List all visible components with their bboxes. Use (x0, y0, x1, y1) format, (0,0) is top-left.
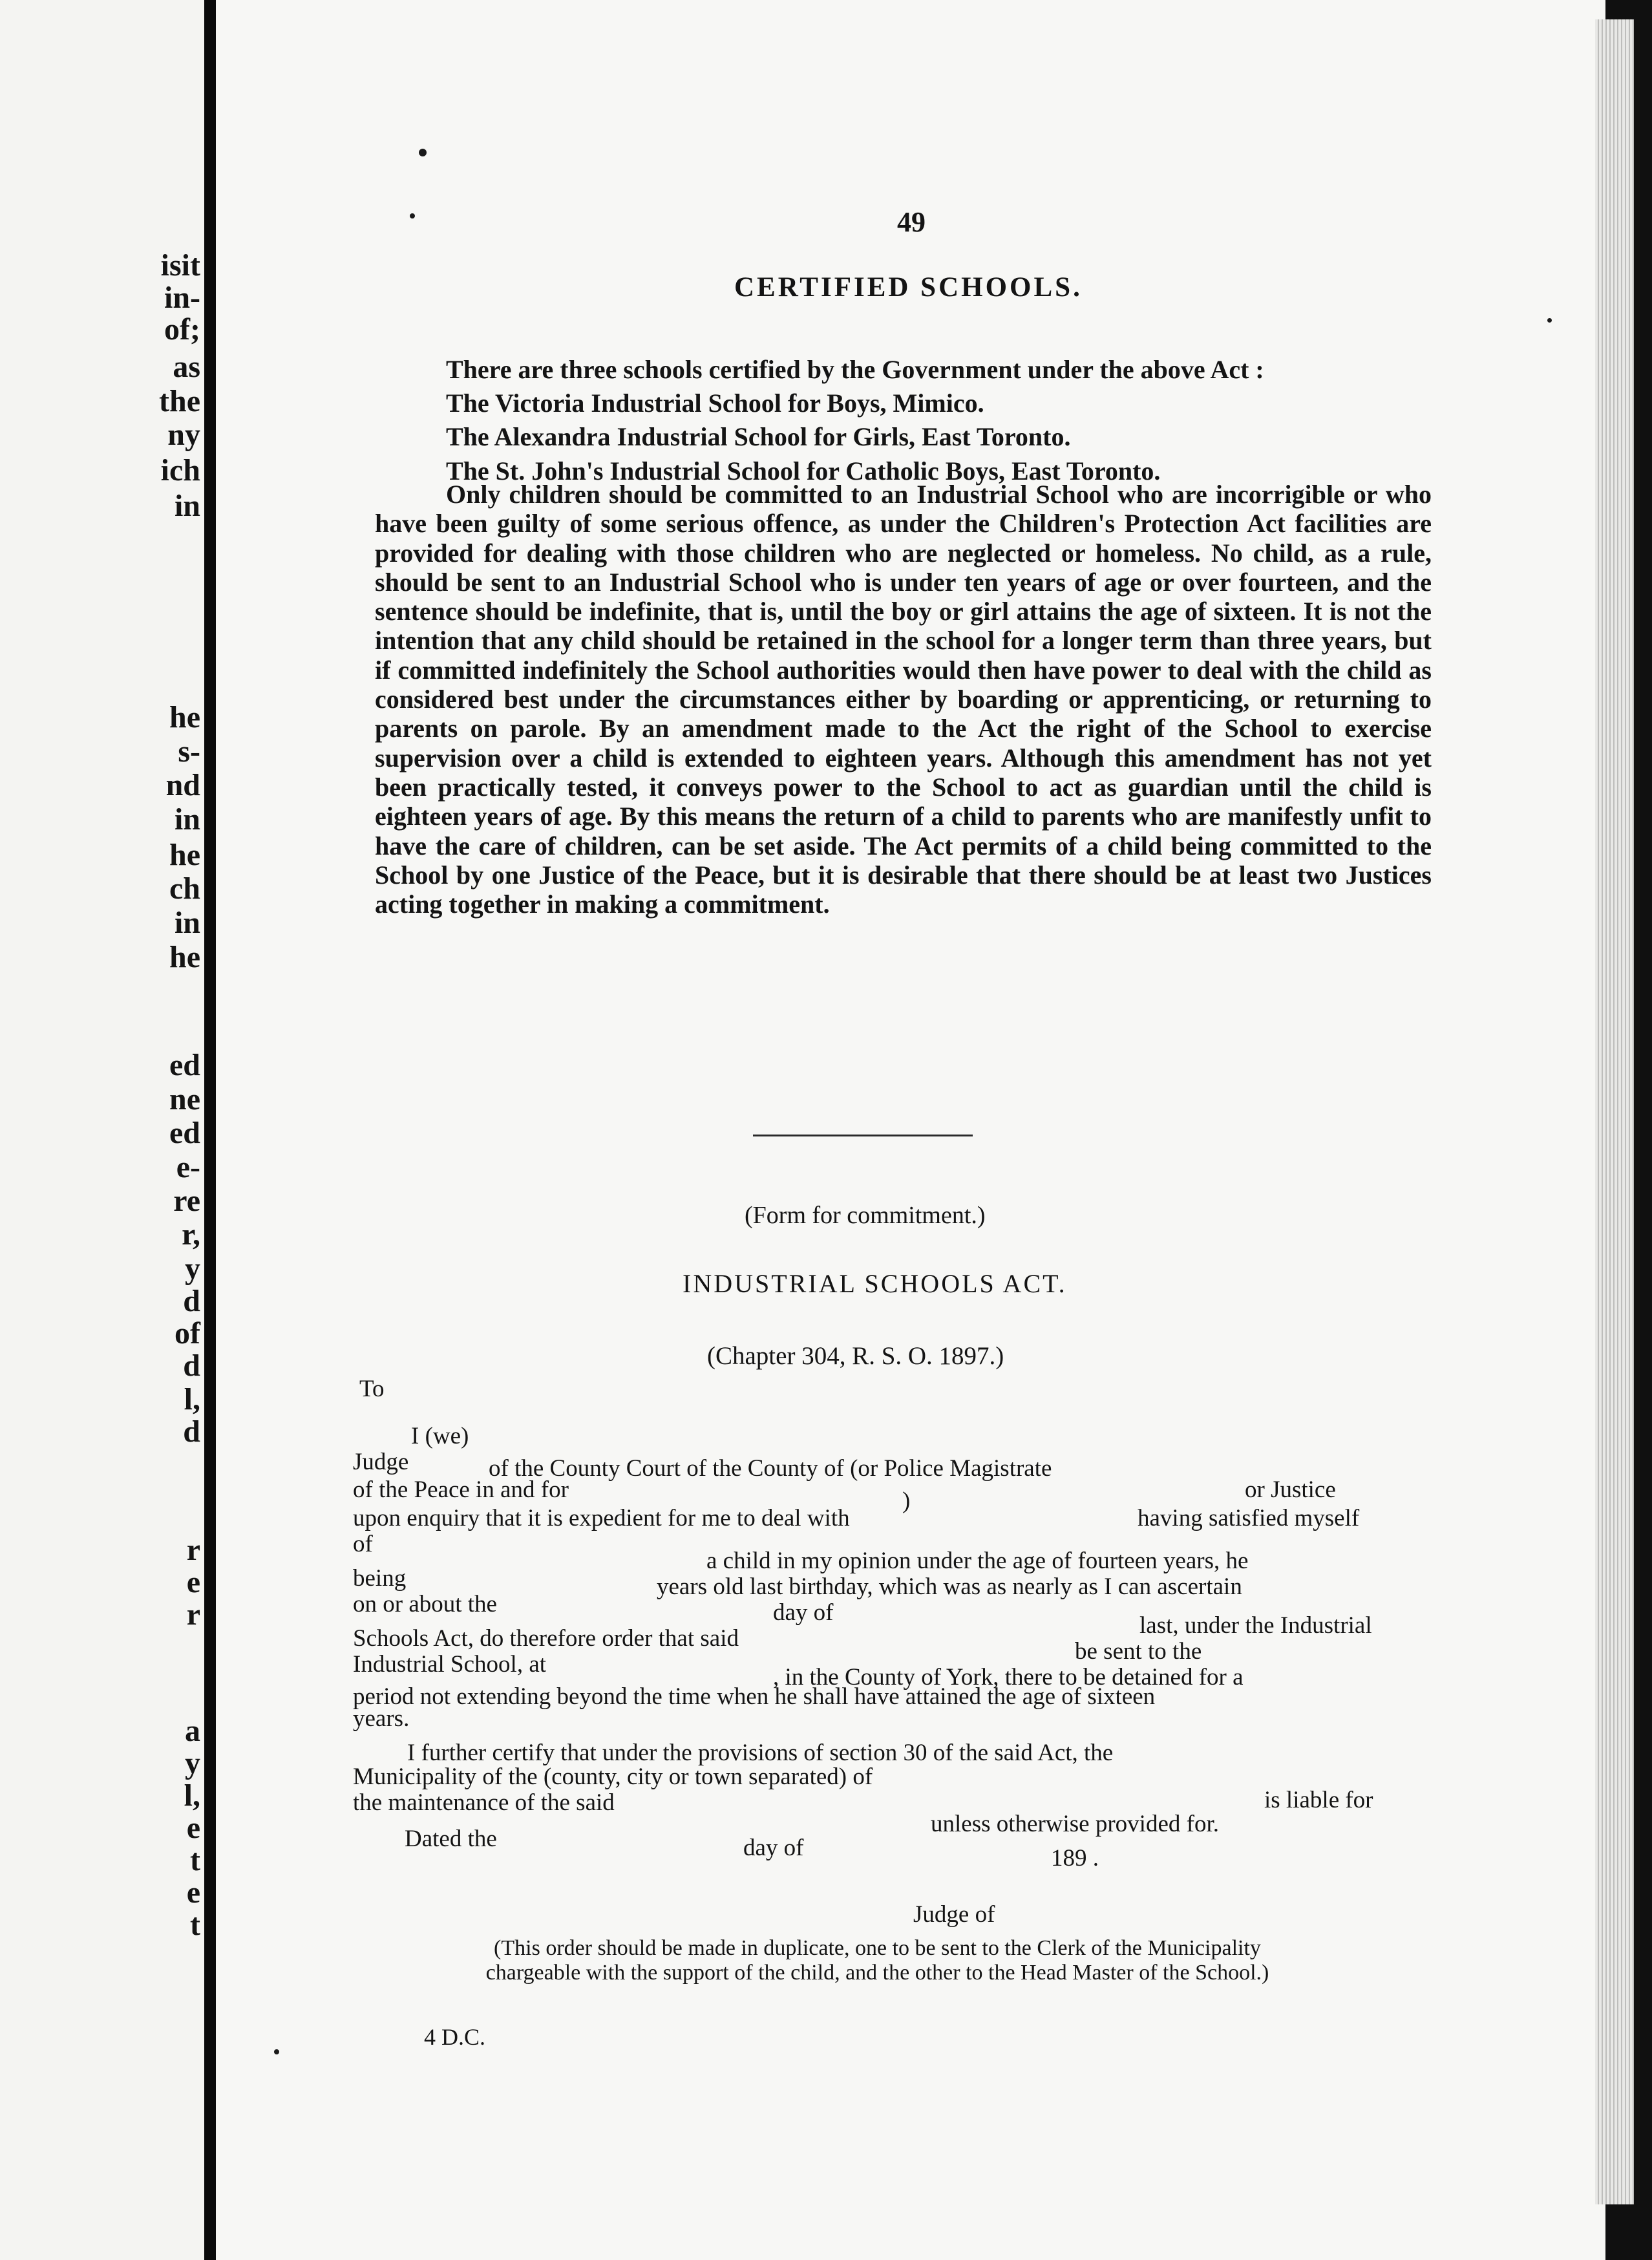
margin-text-fragment: e (186, 1811, 200, 1845)
form-text: years old last birthday, which was as nearly as I can ascertain (657, 1573, 1242, 1600)
margin-text-fragment: in (174, 906, 200, 940)
margin-text-fragment: r (186, 1597, 200, 1632)
school-item: The Alexandra Industrial School for Girls, East Toronto. (446, 422, 1071, 451)
form-text: Judge (353, 1449, 409, 1475)
form-text: having satisfied myself (1138, 1505, 1360, 1531)
margin-text-fragment: as (173, 350, 200, 384)
form-text: of the County Court of the County of (or Police Magistrate (489, 1455, 1052, 1482)
margin-text-fragment: isit (160, 248, 200, 282)
margin-text-fragment: in- (164, 281, 200, 315)
margin-text-fragment: ich (160, 453, 200, 487)
ink-speck (410, 213, 415, 219)
margin-text-fragment: r (186, 1533, 200, 1567)
margin-text-fragment: y (185, 1746, 200, 1780)
form-to-label: To (359, 1376, 385, 1402)
form-text: is liable for (1264, 1787, 1373, 1813)
ink-speck (274, 2049, 279, 2054)
margin-text-fragment: the (159, 384, 200, 418)
margin-text-fragment: nd (165, 768, 200, 802)
margin-text-fragment: ny (167, 418, 200, 452)
form-text: of the Peace in and for (353, 1476, 569, 1503)
chapter-reference: (Chapter 304, R. S. O. 1897.) (707, 1342, 1004, 1370)
margin-text-fragment: of (175, 1316, 200, 1350)
form-text: unless otherwise provided for. (931, 1811, 1219, 1837)
margin-text-fragment: ch (169, 871, 200, 906)
note-line: (This order should be made in duplicate, one to be sent to the Clerk of the Municipality (494, 1936, 1261, 1960)
margin-text-fragment: ed (169, 1116, 200, 1150)
note-line: chargeable with the support of the child, and the other to the Head Master of the School.) (485, 1961, 1269, 1985)
page-number: 49 (897, 206, 926, 238)
margin-text-fragment: of; (164, 312, 200, 346)
margin-text-fragment: he (169, 700, 200, 734)
margin-text-fragment: ne (169, 1082, 200, 1116)
margin-text-fragment: t (190, 1908, 200, 1942)
form-text: day of (743, 1835, 804, 1861)
form-text: Dated the (405, 1826, 497, 1852)
margin-text-fragment: e- (176, 1150, 200, 1184)
section-title: CERTIFIED SCHOOLS. (734, 272, 1083, 303)
margin-text-fragment: l, (184, 1382, 200, 1416)
form-text: Industrial School, at (353, 1651, 547, 1678)
form-caption: (Form for commitment.) (745, 1202, 986, 1229)
form-text: years. (353, 1705, 410, 1732)
margin-text-fragment: a (185, 1714, 200, 1748)
act-title: INDUSTRIAL SCHOOLS ACT. (683, 1269, 1067, 1298)
form-text: of (353, 1531, 373, 1557)
margin-text-fragment: t (190, 1843, 200, 1877)
margin-text-fragment: l, (184, 1778, 200, 1813)
form-text: on or about the (353, 1591, 497, 1617)
body-paragraph: Only children should be committed to an Industrial School who are incorrigible or who have been guilty of some serious offence, as under the Children's Protection Act facilities are provided for dealing with those children who are neglected or homeless. No child, as a rule, should be sent to an Industrial School who is under ten years of age or over fourteen, and the sentence should be indefinite, that is, until the boy or girl attains the age of sixteen. It is not the intention that any child should be retained in the school for a longer term than three years, but if committed indefinitely the School authorities would then have power to deal with the child as considered best under the circumstances either by boarding or apprenticing, or returning to parents on parole. By an amendment made to the Act the right of the School to exercise supervision over a child is extended to eighteen years. Although this amendment has not yet been practically tested, it conveys power to the School to act as guardian until the child is eighteen years of age. By this means the return of a child to parents who are manifestly unfit to have the care of children, can be set aside. The Act permits of a child being committed to the School by one Justice of the Peace, but it is desirable that there should be at least two Justices acting together in making a commitment. (375, 480, 1432, 919)
book-gutter (204, 0, 216, 2260)
margin-text-fragment: s- (178, 734, 200, 769)
form-text: day of (773, 1599, 834, 1626)
section-divider (753, 1135, 973, 1136)
duplicate-note (343, 1936, 1412, 1985)
margin-text-fragment: e (186, 1875, 200, 1910)
form-text: Judge of (913, 1901, 995, 1928)
margin-text-fragment: d (183, 1284, 200, 1318)
form-text: be sent to the (1075, 1638, 1202, 1665)
margin-text-fragment: ed (169, 1048, 200, 1082)
form-text: Municipality of the (county, city or town separated) of (353, 1764, 873, 1790)
form-text: a child in my opinion under the age of fourteen years, he (706, 1548, 1249, 1574)
form-text: ) (902, 1487, 911, 1514)
form-text: period not extending beyond the time when he shall have attained the age of sixteen (353, 1683, 1156, 1710)
margin-text-fragment: y (185, 1252, 200, 1286)
margin-text-fragment: he (169, 940, 200, 974)
document-page (216, 0, 1605, 2260)
school-item: The St. John's Industrial School for Catholic Boys, East Toronto. (446, 456, 1161, 485)
form-text: Schools Act, do therefore order that said (353, 1625, 739, 1652)
margin-text-fragment: d (183, 1349, 200, 1383)
margin-text-fragment: in (174, 489, 200, 523)
ink-speck (1547, 318, 1552, 323)
form-text: upon enquiry that it is expedient for me to deal with (353, 1505, 850, 1531)
margin-text-fragment: he (169, 838, 200, 872)
ink-speck (419, 149, 427, 156)
school-item: The Victoria Industrial School for Boys, Mimico. (446, 389, 984, 418)
margin-text-fragment: re (173, 1184, 200, 1218)
form-text: I (we) (411, 1423, 469, 1449)
facing-page-fragment (0, 0, 204, 2260)
margin-text-fragment: d (183, 1414, 200, 1449)
form-text: , in the County of York, there to be detained for a (773, 1664, 1244, 1690)
form-text: the maintenance of the said (353, 1789, 615, 1816)
form-text: 189 . (1051, 1845, 1099, 1871)
margin-text-fragment: e (186, 1565, 200, 1599)
margin-text-fragment: r, (182, 1217, 200, 1252)
form-text: I further certify that under the provisions of section 30 of the said Act, the (407, 1740, 1114, 1766)
signature-mark: 4 D.C. (424, 2024, 486, 2050)
form-text: last, under the Industrial (1139, 1612, 1372, 1639)
page-edges (1595, 19, 1634, 2204)
form-text: being (353, 1565, 407, 1592)
form-text: or Justice (1245, 1476, 1336, 1503)
margin-text-fragment: in (174, 802, 200, 837)
intro-line: There are three schools certified by the Government under the above Act : (446, 355, 1264, 384)
